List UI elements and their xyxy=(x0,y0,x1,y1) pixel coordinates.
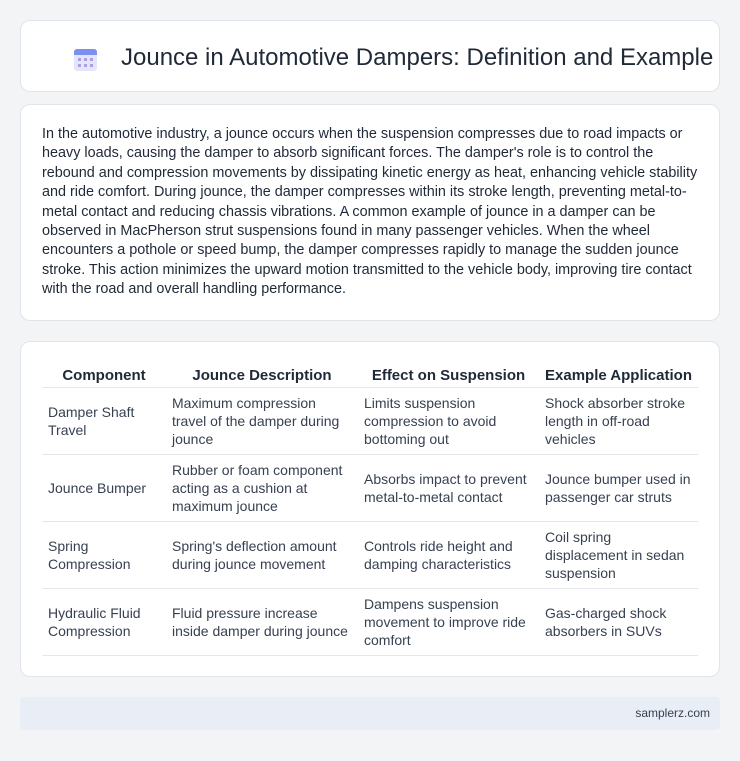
table-cell: Damper Shaft Travel xyxy=(42,388,166,455)
table-header-row xyxy=(42,362,698,388)
table-row xyxy=(42,589,698,656)
table-cell: Coil spring displacement in sedan suspension xyxy=(539,522,698,589)
table-cell: Jounce Bumper xyxy=(42,455,166,522)
intro-paragraph: In the automotive industry, a jounce occurs when the suspension compresses due to road impacts or heavy loads, causing the damper to absorb significant forces. The damper's role is to control the rebound and compression movements by dissipating kinetic energy as heat, enhancing vehicle stability and ride comfort. During jounce, the damper compresses within its stroke length, preventing metal-to-metal contact and reducing chassis vibrations. A common example of jounce in a damper can be observed in MacPherson strut suspensions found in many passenger vehicles. When the wheel encounters a pothole or speed bump, the damper compresses rapidly to manage the sudden jounce stroke. This action minimizes the upward motion transmitted to the vehicle body, improving tire contact with the road and overall handling performance. xyxy=(42,126,698,298)
footer-bar xyxy=(20,697,720,730)
calendar-icon xyxy=(73,47,98,72)
table-row xyxy=(42,455,698,522)
table-row xyxy=(42,522,698,589)
table-cell: Jounce bumper used in passenger car struts xyxy=(539,455,698,522)
footer-site-link[interactable]: samplerz.com xyxy=(635,706,710,720)
column-header-effect-on-suspension: Effect on Suspension xyxy=(358,362,539,388)
table-cell: Limits suspension compression to avoid bottoming out xyxy=(358,388,539,455)
column-header-jounce-description: Jounce Description xyxy=(166,362,358,388)
column-header-example-application: Example Application xyxy=(539,362,698,388)
table-cell: Spring's deflection amount during jounce movement xyxy=(166,522,358,589)
table-cell: Shock absorber stroke length in off-road vehicles xyxy=(539,388,698,455)
table-cell: Maximum compression travel of the damper during jounce xyxy=(166,388,358,455)
table-row xyxy=(42,388,698,455)
table-card xyxy=(20,341,720,677)
table-cell: Fluid pressure increase inside damper during jounce xyxy=(166,589,358,656)
table-cell: Hydraulic Fluid Compression xyxy=(42,589,166,656)
table-cell: Dampens suspension movement to improve ride comfort xyxy=(358,589,539,656)
intro-card xyxy=(20,104,720,321)
table-cell: Rubber or foam component acting as a cushion at maximum jounce xyxy=(166,455,358,522)
page-title: Jounce in Automotive Dampers: Definition and Example xyxy=(121,44,714,71)
table-cell: Controls ride height and damping characteristics xyxy=(358,522,539,589)
table-cell: Gas-charged shock absorbers in SUVs xyxy=(539,589,698,656)
title-card xyxy=(20,20,720,92)
table-cell: Spring Compression xyxy=(42,522,166,589)
comparison-table xyxy=(42,362,698,656)
column-header-component: Component xyxy=(42,362,166,388)
table-cell: Absorbs impact to prevent metal-to-metal contact xyxy=(358,455,539,522)
